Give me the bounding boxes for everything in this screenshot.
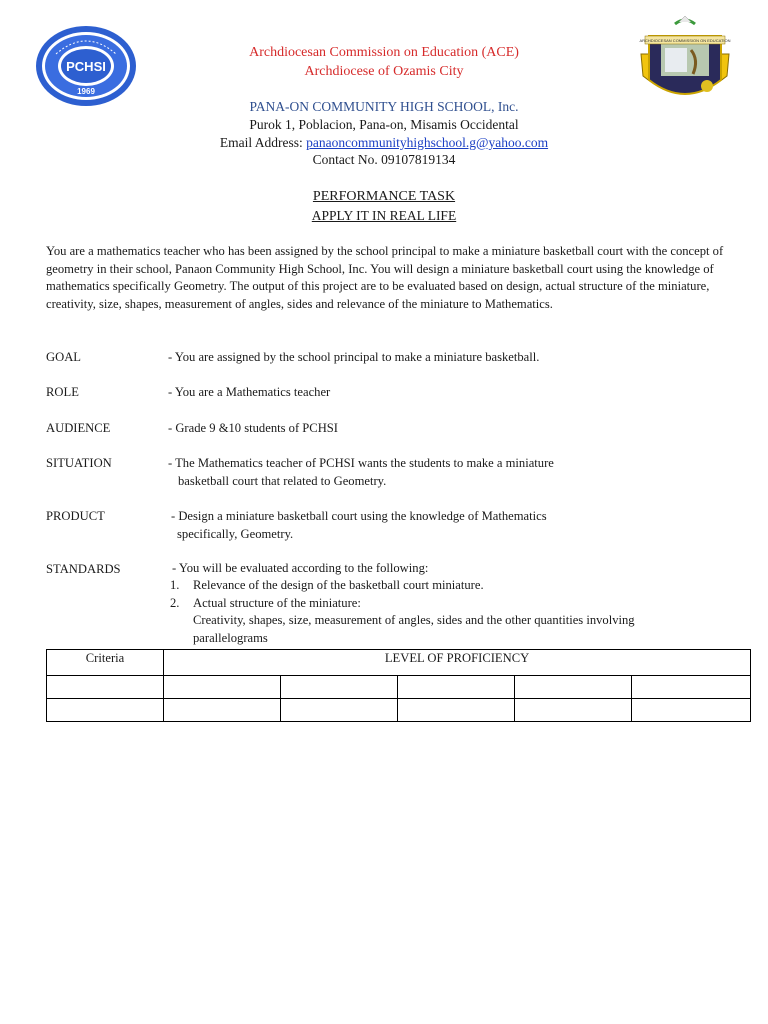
audience-text: - Grade 9 &10 students of PCHSI <box>168 421 339 435</box>
table-cell <box>632 676 751 699</box>
table-cell <box>281 699 398 722</box>
table-header-row <box>47 650 751 676</box>
email-link[interactable]: panaoncommunityhighschool.g@yahoo.com <box>306 135 549 150</box>
logo-right-text: ARCHDIOCESAN COMMISSION ON EDUCATION <box>639 38 731 43</box>
performance-task-title: PERFORMANCE TASK <box>312 189 456 204</box>
situation-text <box>168 455 728 490</box>
standard-item-2 <box>168 595 728 648</box>
standard-item-1-text: Relevance of the design of the basketball court miniature. <box>193 578 484 592</box>
standard-item-2-sub-2: parallelograms <box>193 630 268 645</box>
table-cell <box>281 676 398 699</box>
standards-list <box>168 577 728 647</box>
school-name: PANA-ON COMMUNITY HIGH SCHOOL, Inc. <box>249 99 519 114</box>
criteria-header: Criteria <box>85 651 125 665</box>
goal-text: - You are assigned by the school principal to make a miniature basketball. <box>168 350 540 364</box>
standards-intro: - You will be evaluated according to the following: <box>172 561 429 575</box>
table-cell <box>47 699 164 722</box>
goal-label: GOAL <box>46 350 81 364</box>
proficiency-table <box>46 649 751 722</box>
table-cell <box>515 699 632 722</box>
situation-label: SITUATION <box>46 456 112 470</box>
table-cell <box>632 699 751 722</box>
situation-line-1: - The Mathematics teacher of PCHSI wants the students to make a miniature <box>168 456 554 470</box>
situation-line-2: basketball court that related to Geometry. <box>178 473 387 488</box>
standard-item-2-num: 2. <box>170 595 180 610</box>
standard-item-1-num: 1. <box>170 578 180 592</box>
performance-task-subtitle: APPLY IT IN REAL LIFE <box>311 208 457 223</box>
email-line <box>0 134 768 152</box>
standard-item-1 <box>168 577 728 595</box>
table-row <box>47 676 751 699</box>
criteria-header-cell <box>47 650 164 676</box>
proficiency-header: LEVEL OF PROFICIENCY <box>384 651 530 665</box>
role-text: - You are a Mathematics teacher <box>168 385 331 399</box>
table-cell <box>164 676 281 699</box>
table-cell <box>398 699 515 722</box>
contact-number: Contact No. 09107819134 <box>312 152 456 167</box>
logo-left-year: 1969 <box>77 87 95 96</box>
product-line-2: specifically, Geometry. <box>177 526 294 541</box>
logo-left-text: PCHSI <box>66 59 106 74</box>
standard-item-2-text: Actual structure of the miniature: <box>193 595 361 610</box>
audience-label: AUDIENCE <box>46 421 111 435</box>
proficiency-header-cell <box>164 650 751 676</box>
school-address: Purok 1, Poblacion, Pana-on, Misamis Occidental <box>249 117 519 132</box>
org-line-2: Archdiocese of Ozamis City <box>304 64 464 79</box>
product-line-1: - Design a miniature basketball court using the knowledge of Mathematics <box>171 509 547 523</box>
table-cell <box>398 676 515 699</box>
table-cell <box>164 699 281 722</box>
standard-item-2-sub-1: Creativity, shapes, size, measurement of angles, sides and the other quantities involving <box>193 613 635 627</box>
role-label: ROLE <box>46 385 79 399</box>
org-line-1: Archdiocesan Commission on Education (ACE) <box>249 45 519 60</box>
intro-paragraph: You are a mathematics teacher who has been assigned by the school principal to make a miniature basketball court with the concept of geometry in their school, Panaon Community High School, Inc. You will design a miniature basketball court using the knowledge of mathematics specifically Geometry. The output of this project are to be evaluated based on design, actual structure of the miniature, creativity, size, shapes, measurement of angles, sides and relevance of the miniature to Mathematics. <box>46 244 724 311</box>
standards-label: STANDARDS <box>46 562 121 576</box>
table-cell <box>515 676 632 699</box>
product-text <box>171 508 731 543</box>
table-row <box>47 699 751 722</box>
product-label: PRODUCT <box>46 509 105 523</box>
table-cell <box>47 676 164 699</box>
email-label: Email Address: <box>219 135 307 150</box>
